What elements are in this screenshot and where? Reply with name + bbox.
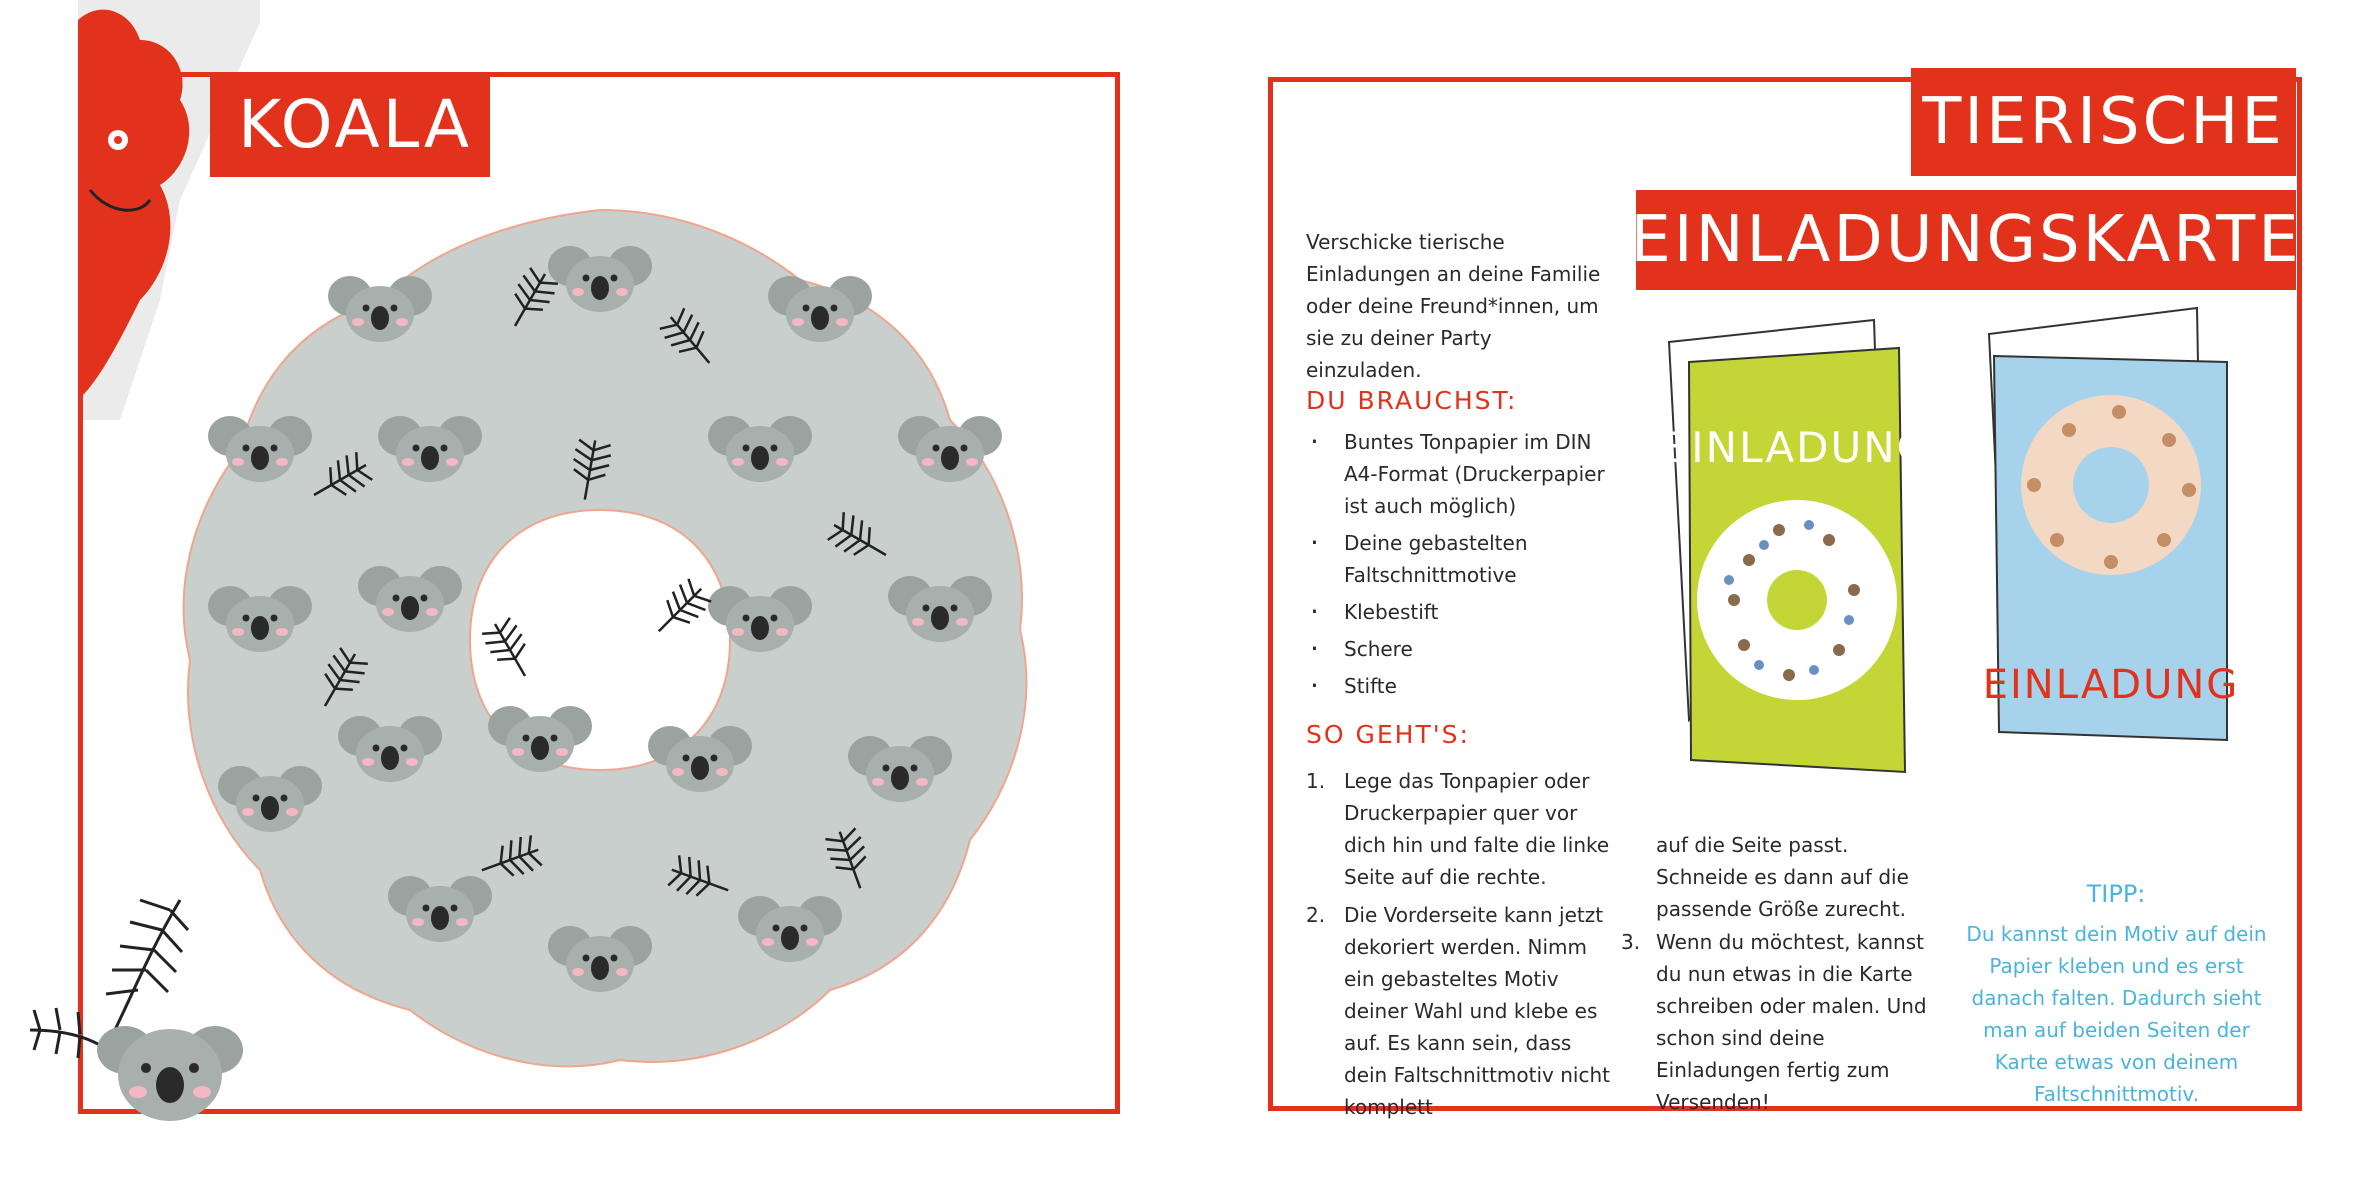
needs-heading: DU BRAUCHST: bbox=[1306, 386, 1518, 415]
step-item bbox=[1306, 899, 1616, 1123]
list-item: · Schere bbox=[1306, 633, 1606, 665]
green-invitation-card bbox=[1663, 320, 1931, 772]
tipp-heading: TIPP: bbox=[2086, 880, 2146, 908]
step-text: Die Vorderseite kann jetzt dekoriert werden. Nimm ein gebasteltes Motiv deiner Wahl und klebe es auf. Es kann sein, dass dein Faltschnittmotiv nicht komplett bbox=[1344, 903, 1610, 1119]
step-number: 1. bbox=[1306, 769, 1326, 793]
blue-invitation-card bbox=[1983, 308, 2240, 740]
koala-title: KOALA bbox=[210, 72, 490, 177]
steps-heading: SO GEHT'S: bbox=[1306, 720, 1470, 749]
tipp-text: Du kannst dein Motiv auf dein Papier kleben und es erst danach falten. Dadurch sieht man auf beiden Seiten der Karte etwas von deinem Faltschnittmotiv. bbox=[1966, 922, 2267, 1106]
step-item bbox=[1621, 926, 1941, 1118]
step-text: Wenn du möchtest, kannst du nun etwas in die Karte schreiben oder malen. Und schon sind deine Einladungen fertig zum Versenden! bbox=[1656, 930, 1927, 1114]
step-item bbox=[1306, 765, 1616, 893]
step-number: 2. bbox=[1306, 903, 1326, 927]
page-title-line2: EINLADUNGSKARTE bbox=[1636, 190, 2296, 290]
list-item: · Stifte bbox=[1306, 670, 1606, 702]
animal-papercut-flower bbox=[1697, 500, 1897, 700]
palm-koala-illustration bbox=[20, 880, 260, 1140]
blue-card-label: EINLADUNG bbox=[1982, 662, 2240, 708]
intro-text: Verschicke tierische Einladungen an deine Familie oder deine Freund*innen, um sie zu deiner Party einzuladen. bbox=[1306, 230, 1601, 382]
step-2-continued: auf die Seite passt. Schneide es dann auf die passende Größe zurecht. bbox=[1656, 833, 1909, 921]
koala-wreath-papercut bbox=[140, 180, 1060, 1100]
list-item: · Deine gebastelten Faltschnittmotive bbox=[1306, 527, 1606, 591]
page-title-line1: TIERISCHE bbox=[1911, 68, 2296, 176]
list-item: · Buntes Tonpapier im DIN A4-Format (Druckerpapier ist auch möglich) bbox=[1306, 426, 1606, 522]
steps-list bbox=[1306, 765, 1616, 1129]
needs-list bbox=[1306, 426, 1606, 707]
invitation-cards-illustration bbox=[1649, 300, 2269, 790]
green-card-label: EINLADUNG bbox=[1662, 423, 1932, 472]
step-text: Lege das Tonpapier oder Druckerpapier quer vor dich hin und falte die linke Seite auf die rechte. bbox=[1344, 769, 1610, 889]
step-number: 3. bbox=[1621, 930, 1641, 954]
right-page bbox=[1181, 0, 2362, 1181]
list-item: · Klebestift bbox=[1306, 596, 1606, 628]
animal-papercut-flower bbox=[2021, 395, 2201, 575]
